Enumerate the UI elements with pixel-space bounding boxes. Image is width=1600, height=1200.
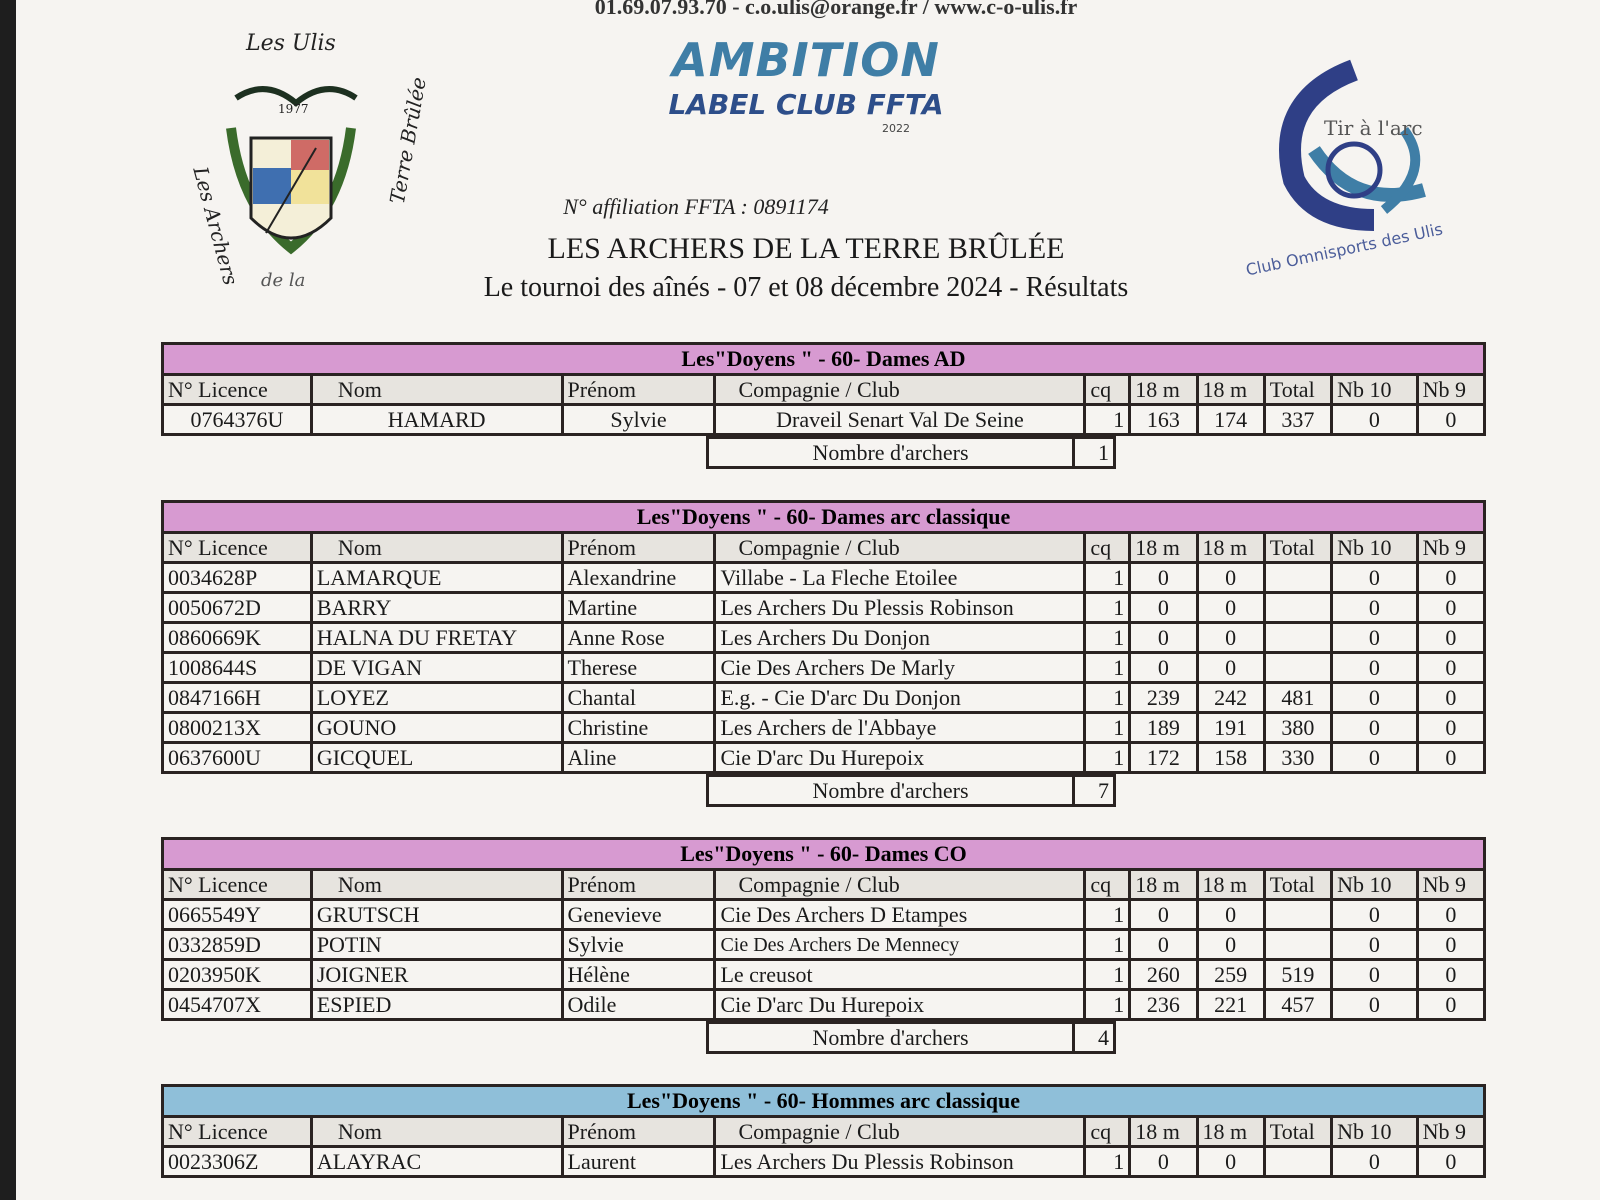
table-row xyxy=(163,405,1485,435)
cell-nb9: 0 xyxy=(1417,990,1484,1020)
label-club-ffta: LABEL CLUB FFTA xyxy=(668,88,944,121)
cell-club: Les Archers de l'Abbaye xyxy=(715,713,1085,743)
cell-nb10: 0 xyxy=(1332,713,1418,743)
svg-text:1977: 1977 xyxy=(278,102,309,116)
cell-nom: JOIGNER xyxy=(311,960,562,990)
cell-nb9: 0 xyxy=(1417,683,1484,713)
results-table xyxy=(161,1115,1486,1178)
cell-licence: 0332859D xyxy=(163,930,312,960)
col-nb9: Nb 9 xyxy=(1417,375,1484,405)
results-table xyxy=(161,531,1486,774)
cell-nb9: 0 xyxy=(1417,743,1484,773)
col-nb10: Nb 10 xyxy=(1332,1117,1418,1147)
table-row xyxy=(163,960,1485,990)
table-row xyxy=(163,990,1485,1020)
cell-nb9: 0 xyxy=(1417,1147,1484,1177)
col-total: Total xyxy=(1264,870,1331,900)
cell-18m-1: 0 xyxy=(1130,900,1197,930)
results-sheet xyxy=(16,0,1600,1200)
cell-club: Les Archers Du Donjon xyxy=(715,623,1085,653)
cell-nb10: 0 xyxy=(1332,623,1418,653)
page-title: LES ARCHERS DE LA TERRE BRÛLÉE xyxy=(547,232,1065,265)
cell-nb9: 0 xyxy=(1417,900,1484,930)
cell-nom: GOUNO xyxy=(311,713,562,743)
cell-prenom: Sylvie xyxy=(562,405,715,435)
cell-cq: 1 xyxy=(1085,563,1130,593)
section-title: Les"Doyens " - 60- Dames CO xyxy=(161,837,1486,868)
cell-licence: 0764376U xyxy=(163,405,312,435)
col-nb9: Nb 9 xyxy=(1417,533,1484,563)
col-prenom: Prénom xyxy=(562,1117,715,1147)
archer-count xyxy=(706,436,1116,469)
cell-nom: LAMARQUE xyxy=(311,563,562,593)
col-18m-2: 18 m xyxy=(1197,533,1264,563)
count-label: Nombre d'archers xyxy=(708,1023,1074,1053)
cell-nb10: 0 xyxy=(1332,990,1418,1020)
col-nb10: Nb 10 xyxy=(1332,375,1418,405)
col-prenom: Prénom xyxy=(562,533,715,563)
table-row xyxy=(163,623,1485,653)
cell-18m-1: 163 xyxy=(1130,405,1197,435)
cell-nb10: 0 xyxy=(1332,683,1418,713)
header-row xyxy=(163,1117,1485,1147)
cell-18m-2: 259 xyxy=(1197,960,1264,990)
col-nom: Nom xyxy=(311,375,562,405)
col-club: Compagnie / Club xyxy=(715,533,1085,563)
svg-text:Les Archers: Les Archers xyxy=(188,164,244,288)
cell-18m-2: 0 xyxy=(1197,653,1264,683)
svg-text:de la: de la xyxy=(261,270,306,291)
cell-nb10: 0 xyxy=(1332,743,1418,773)
count-label: Nombre d'archers xyxy=(708,438,1074,468)
cell-licence: 0860669K xyxy=(163,623,312,653)
cell-18m-1: 0 xyxy=(1130,1147,1197,1177)
col-nom: Nom xyxy=(311,1117,562,1147)
cell-nb10: 0 xyxy=(1332,593,1418,623)
cell-18m-2: 0 xyxy=(1197,563,1264,593)
cell-licence: 0847166H xyxy=(163,683,312,713)
cell-prenom: Alexandrine xyxy=(562,563,715,593)
col-18m-1: 18 m xyxy=(1130,870,1197,900)
label-year: 2022 xyxy=(882,122,910,135)
cell-licence: 0023306Z xyxy=(163,1147,312,1177)
cell-club: Draveil Senart Val De Seine xyxy=(715,405,1085,435)
cell-cq: 1 xyxy=(1085,405,1130,435)
cell-total: 337 xyxy=(1264,405,1331,435)
col-18m-1: 18 m xyxy=(1130,1117,1197,1147)
cell-18m-1: 239 xyxy=(1130,683,1197,713)
table-row xyxy=(163,563,1485,593)
cell-prenom: Therese xyxy=(562,653,715,683)
table-row xyxy=(163,653,1485,683)
svg-text:Les Ulis: Les Ulis xyxy=(246,31,336,56)
cell-total xyxy=(1264,653,1331,683)
cell-nb9: 0 xyxy=(1417,960,1484,990)
cell-cq: 1 xyxy=(1085,990,1130,1020)
club-omnisports-logo xyxy=(1244,60,1474,290)
cell-nom: DE VIGAN xyxy=(311,653,562,683)
col-club: Compagnie / Club xyxy=(715,375,1085,405)
cell-nom: GRUTSCH xyxy=(311,900,562,930)
col-18m-1: 18 m xyxy=(1130,533,1197,563)
cell-prenom: Genevieve xyxy=(562,900,715,930)
cell-nb9: 0 xyxy=(1417,563,1484,593)
cell-prenom: Laurent xyxy=(562,1147,715,1177)
section-dames-co xyxy=(161,837,1486,1054)
cell-nom: BARRY xyxy=(311,593,562,623)
cell-18m-2: 0 xyxy=(1197,1147,1264,1177)
cell-total: 330 xyxy=(1264,743,1331,773)
cell-nb10: 0 xyxy=(1332,653,1418,683)
cell-licence: 0665549Y xyxy=(163,900,312,930)
cell-nb9: 0 xyxy=(1417,930,1484,960)
cell-18m-1: 0 xyxy=(1130,593,1197,623)
cell-club: Les Archers Du Plessis Robinson xyxy=(715,1147,1085,1177)
cell-total: 519 xyxy=(1264,960,1331,990)
cell-cq: 1 xyxy=(1085,653,1130,683)
cell-nom: HAMARD xyxy=(311,405,562,435)
col-18m-2: 18 m xyxy=(1197,1117,1264,1147)
section-title: Les"Doyens " - 60- Dames arc classique xyxy=(161,500,1486,531)
table-row xyxy=(163,930,1485,960)
header-row xyxy=(163,870,1485,900)
cell-cq: 1 xyxy=(1085,743,1130,773)
svg-text:Tir à l'arc: Tir à l'arc xyxy=(1324,116,1423,140)
cell-18m-1: 0 xyxy=(1130,563,1197,593)
cell-prenom: Sylvie xyxy=(562,930,715,960)
cell-nb10: 0 xyxy=(1332,960,1418,990)
count-value: 1 xyxy=(1074,438,1115,468)
col-licence: N° Licence xyxy=(163,1117,312,1147)
cell-nb10: 0 xyxy=(1332,1147,1418,1177)
cell-nb9: 0 xyxy=(1417,713,1484,743)
col-licence: N° Licence xyxy=(163,375,312,405)
cell-18m-2: 0 xyxy=(1197,623,1264,653)
cell-nb10: 0 xyxy=(1332,930,1418,960)
col-nb9: Nb 9 xyxy=(1417,1117,1484,1147)
cell-club: Villabe - La Fleche Etoilee xyxy=(715,563,1085,593)
cell-club: Cie D'arc Du Hurepoix xyxy=(715,990,1085,1020)
ambition-wordmark: AMBITION xyxy=(672,33,940,87)
cell-cq: 1 xyxy=(1085,713,1130,743)
table-row xyxy=(163,1147,1485,1177)
cell-licence: 1008644S xyxy=(163,653,312,683)
page-subtitle: Le tournoi des aînés - 07 et 08 décembre 2024 - Résultats xyxy=(483,272,1129,303)
cell-club: Les Archers Du Plessis Robinson xyxy=(715,593,1085,623)
cell-prenom: Chantal xyxy=(562,683,715,713)
col-licence: N° Licence xyxy=(163,533,312,563)
club-crest-logo xyxy=(186,28,431,298)
svg-text:Club Omnisports des Ulis: Club Omnisports des Ulis xyxy=(1244,219,1445,280)
cell-cq: 1 xyxy=(1085,930,1130,960)
cell-licence: 0800213X xyxy=(163,713,312,743)
cell-18m-1: 0 xyxy=(1130,653,1197,683)
archer-count xyxy=(706,774,1116,807)
cell-total: 457 xyxy=(1264,990,1331,1020)
cell-nb10: 0 xyxy=(1332,900,1418,930)
col-total: Total xyxy=(1264,375,1331,405)
cell-total: 481 xyxy=(1264,683,1331,713)
cell-nb9: 0 xyxy=(1417,405,1484,435)
header-row xyxy=(163,533,1485,563)
cell-licence: 0203950K xyxy=(163,960,312,990)
cell-cq: 1 xyxy=(1085,1147,1130,1177)
cell-18m-1: 0 xyxy=(1130,930,1197,960)
svg-text:Terre Brûlée: Terre Brûlée xyxy=(384,75,431,206)
cell-nb9: 0 xyxy=(1417,623,1484,653)
cell-nom: ESPIED xyxy=(311,990,562,1020)
cell-nom: POTIN xyxy=(311,930,562,960)
cell-nom: ALAYRAC xyxy=(311,1147,562,1177)
affiliation-number: N° affiliation FFTA : 0891174 xyxy=(563,194,829,219)
col-cq: cq xyxy=(1085,533,1130,563)
cell-cq: 1 xyxy=(1085,683,1130,713)
cell-club: Cie Des Archers De Mennecy xyxy=(715,930,1085,960)
cell-18m-1: 260 xyxy=(1130,960,1197,990)
cell-club: Le creusot xyxy=(715,960,1085,990)
table-row xyxy=(163,743,1485,773)
section-dames-arc-classique xyxy=(161,500,1486,807)
col-18m-1: 18 m xyxy=(1130,375,1197,405)
col-cq: cq xyxy=(1085,375,1130,405)
section-dames-ad xyxy=(161,342,1486,469)
cell-club: Cie Des Archers D Etampes xyxy=(715,900,1085,930)
col-club: Compagnie / Club xyxy=(715,870,1085,900)
cell-total: 380 xyxy=(1264,713,1331,743)
archer-count xyxy=(706,1021,1116,1054)
col-nb10: Nb 10 xyxy=(1332,533,1418,563)
cell-18m-2: 221 xyxy=(1197,990,1264,1020)
cell-cq: 1 xyxy=(1085,900,1130,930)
count-label: Nombre d'archers xyxy=(708,776,1074,806)
cell-nom: LOYEZ xyxy=(311,683,562,713)
cell-total xyxy=(1264,563,1331,593)
cell-licence: 0454707X xyxy=(163,990,312,1020)
cell-18m-2: 174 xyxy=(1197,405,1264,435)
cell-total xyxy=(1264,623,1331,653)
col-cq: cq xyxy=(1085,1117,1130,1147)
col-total: Total xyxy=(1264,533,1331,563)
col-prenom: Prénom xyxy=(562,870,715,900)
cell-cq: 1 xyxy=(1085,593,1130,623)
results-table xyxy=(161,868,1486,1021)
cell-nom: GICQUEL xyxy=(311,743,562,773)
cell-club: Cie Des Archers De Marly xyxy=(715,653,1085,683)
cell-18m-2: 158 xyxy=(1197,743,1264,773)
cell-prenom: Odile xyxy=(562,990,715,1020)
cell-18m-2: 0 xyxy=(1197,593,1264,623)
col-licence: N° Licence xyxy=(163,870,312,900)
col-nb10: Nb 10 xyxy=(1332,870,1418,900)
col-prenom: Prénom xyxy=(562,375,715,405)
table-row xyxy=(163,713,1485,743)
cell-nb9: 0 xyxy=(1417,653,1484,683)
ambition-label-logo xyxy=(656,32,956,152)
col-18m-2: 18 m xyxy=(1197,870,1264,900)
cell-prenom: Anne Rose xyxy=(562,623,715,653)
cell-18m-2: 242 xyxy=(1197,683,1264,713)
cell-nom: HALNA DU FRETAY xyxy=(311,623,562,653)
cell-nb10: 0 xyxy=(1332,563,1418,593)
cell-18m-1: 189 xyxy=(1130,713,1197,743)
section-hommes-arc-classique xyxy=(161,1084,1486,1178)
cell-18m-1: 236 xyxy=(1130,990,1197,1020)
header-row xyxy=(163,375,1485,405)
col-nb9: Nb 9 xyxy=(1417,870,1484,900)
cell-prenom: Aline xyxy=(562,743,715,773)
results-table xyxy=(161,373,1486,436)
cell-prenom: Christine xyxy=(562,713,715,743)
table-row xyxy=(163,593,1485,623)
cell-18m-1: 172 xyxy=(1130,743,1197,773)
col-nom: Nom xyxy=(311,533,562,563)
section-title: Les"Doyens " - 60- Dames AD xyxy=(161,342,1486,373)
col-18m-2: 18 m xyxy=(1197,375,1264,405)
section-title: Les"Doyens " - 60- Hommes arc classique xyxy=(161,1084,1486,1115)
cell-club: Cie D'arc Du Hurepoix xyxy=(715,743,1085,773)
cell-licence: 0034628P xyxy=(163,563,312,593)
table-row xyxy=(163,683,1485,713)
cell-total xyxy=(1264,930,1331,960)
cell-18m-2: 191 xyxy=(1197,713,1264,743)
cell-prenom: Martine xyxy=(562,593,715,623)
cell-prenom: Hélène xyxy=(562,960,715,990)
cell-licence: 0050672D xyxy=(163,593,312,623)
contact-line: 01.69.07.93.70 - c.o.ulis@orange.fr / www.c-o-ulis.fr xyxy=(594,0,1078,19)
cell-18m-2: 0 xyxy=(1197,930,1264,960)
cell-18m-1: 0 xyxy=(1130,623,1197,653)
cell-total xyxy=(1264,1147,1331,1177)
cell-total xyxy=(1264,593,1331,623)
count-value: 4 xyxy=(1074,1023,1115,1053)
col-club: Compagnie / Club xyxy=(715,1117,1085,1147)
col-cq: cq xyxy=(1085,870,1130,900)
cell-nb10: 0 xyxy=(1332,405,1418,435)
cell-licence: 0637600U xyxy=(163,743,312,773)
cell-nb9: 0 xyxy=(1417,593,1484,623)
cell-total xyxy=(1264,900,1331,930)
col-nom: Nom xyxy=(311,870,562,900)
count-value: 7 xyxy=(1074,776,1115,806)
col-total: Total xyxy=(1264,1117,1331,1147)
cell-club: E.g. - Cie D'arc Du Donjon xyxy=(715,683,1085,713)
table-row xyxy=(163,900,1485,930)
cell-18m-2: 0 xyxy=(1197,900,1264,930)
cell-cq: 1 xyxy=(1085,960,1130,990)
cell-cq: 1 xyxy=(1085,623,1130,653)
